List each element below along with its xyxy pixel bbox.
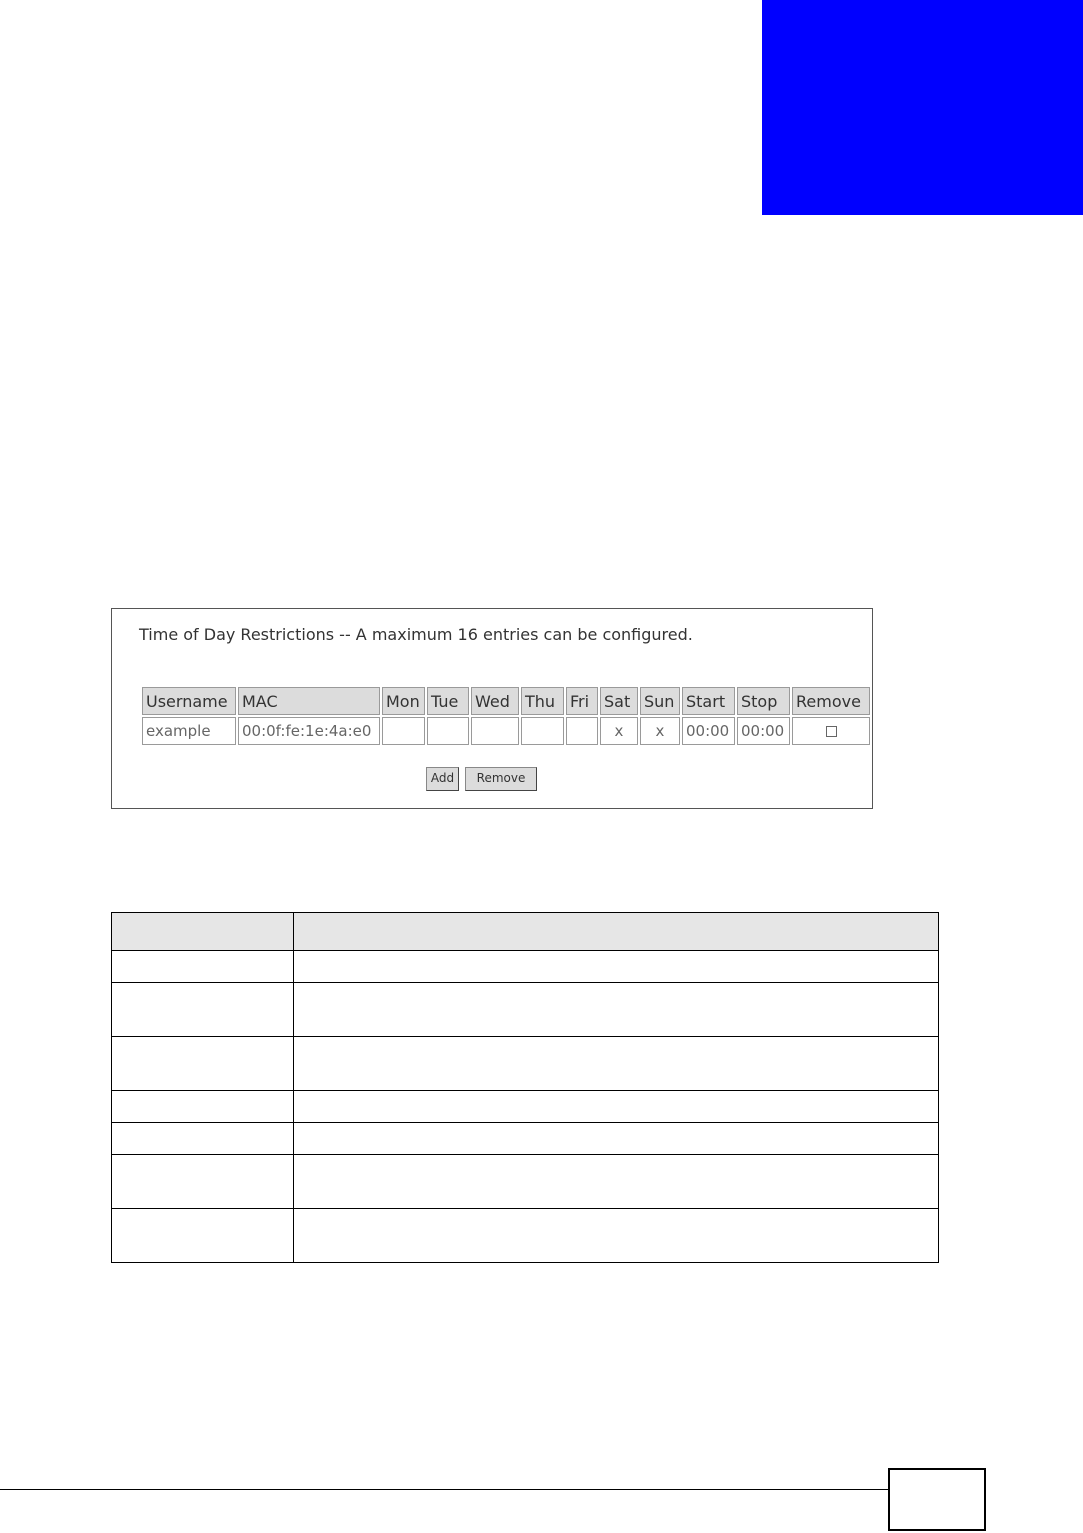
desc-cell-description (294, 1123, 939, 1155)
cell-mac: 00:0f:fe:1e:4a:e0 (238, 717, 380, 745)
desc-row (112, 983, 939, 1037)
table-row (142, 717, 870, 745)
col-stop: Stop (737, 687, 790, 715)
cell-wed (471, 717, 519, 745)
col-mac: MAC (238, 687, 380, 715)
desc-cell-label (112, 1209, 294, 1263)
desc-cell-description (294, 1091, 939, 1123)
desc-row (112, 1155, 939, 1209)
restrictions-table (140, 685, 872, 747)
desc-row (112, 1091, 939, 1123)
desc-header-cell-description (294, 913, 939, 951)
footer-rule (0, 1489, 888, 1490)
chapter-tab-block (762, 0, 1083, 215)
cell-sat: x (600, 717, 638, 745)
remove-button[interactable]: Remove (465, 767, 537, 791)
desc-cell-label (112, 951, 294, 983)
col-username: Username (142, 687, 236, 715)
add-button[interactable]: Add (426, 767, 459, 791)
desc-cell-description (294, 951, 939, 983)
desc-cell-label (112, 1123, 294, 1155)
page-number-box (888, 1468, 986, 1531)
desc-cell-description (294, 983, 939, 1037)
table-header-row (142, 687, 870, 715)
desc-row (112, 1123, 939, 1155)
field-description-table (111, 912, 939, 1263)
cell-thu (521, 717, 564, 745)
screen-title: Time of Day Restrictions -- A maximum 16 entries can be configured. (139, 625, 693, 644)
col-remove: Remove (792, 687, 870, 715)
col-sat: Sat (600, 687, 638, 715)
desc-cell-label (112, 1037, 294, 1091)
cell-remove (792, 717, 870, 745)
desc-cell-label (112, 1155, 294, 1209)
col-thu: Thu (521, 687, 564, 715)
desc-cell-label (112, 983, 294, 1037)
desc-header-row (112, 913, 939, 951)
desc-row (112, 1209, 939, 1263)
cell-tue (427, 717, 469, 745)
cell-fri (566, 717, 598, 745)
desc-row (112, 1037, 939, 1091)
col-tue: Tue (427, 687, 469, 715)
desc-cell-label (112, 1091, 294, 1123)
desc-row (112, 951, 939, 983)
desc-cell-description (294, 1209, 939, 1263)
col-start: Start (682, 687, 735, 715)
desc-cell-description (294, 1155, 939, 1209)
cell-start: 00:00 (682, 717, 735, 745)
col-fri: Fri (566, 687, 598, 715)
cell-mon (382, 717, 425, 745)
desc-header-cell-label (112, 913, 294, 951)
remove-checkbox[interactable] (826, 726, 837, 737)
col-mon: Mon (382, 687, 425, 715)
cell-stop: 00:00 (737, 717, 790, 745)
desc-cell-description (294, 1037, 939, 1091)
col-sun: Sun (640, 687, 680, 715)
cell-sun: x (640, 717, 680, 745)
cell-username: example (142, 717, 236, 745)
time-of-day-screen (111, 608, 873, 809)
col-wed: Wed (471, 687, 519, 715)
